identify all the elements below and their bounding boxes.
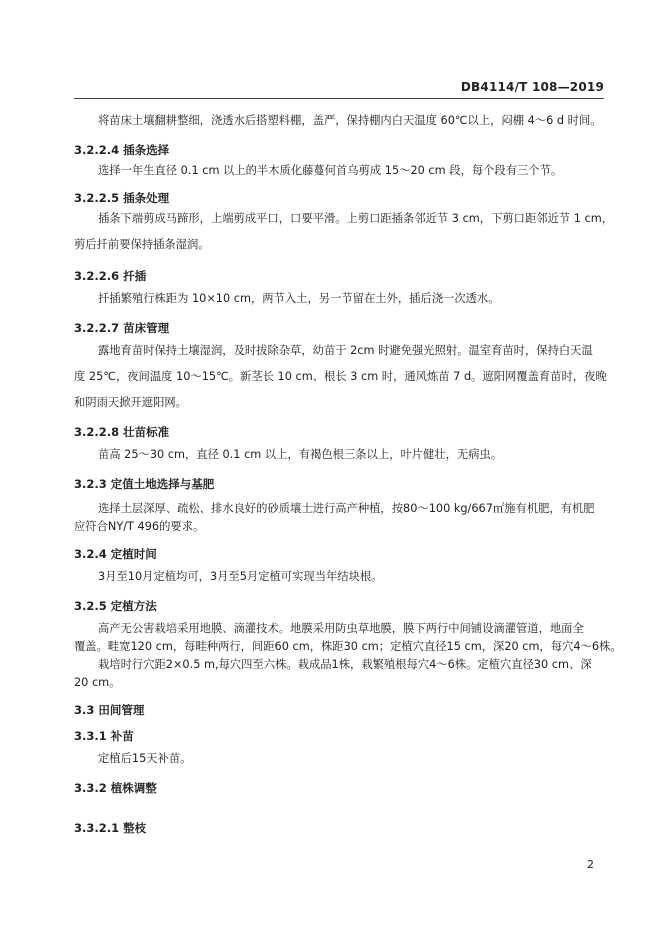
section-heading: 3.2.5 定植方法 (74, 599, 157, 613)
paragraph: 苗高 25～30 cm，直径 0.1 cm 以上，有褐色根三条以上，叶片健壮，无病虫。 (98, 448, 503, 461)
paragraph: 插条下端剪成马蹄形，上端剪成平口，口要平滑。上剪口距插条邻近节 3 cm，下剪口距邻近节 1 cm， (98, 212, 614, 225)
section-heading: 3.2.2.7 苗床管理 (74, 321, 170, 335)
paragraph: 和阴雨天掀开遮阳网。 (74, 396, 187, 409)
paragraph: 剪后扦前要保持插条湿润。 (74, 238, 210, 251)
section-heading: 3.3 田间管理 (74, 703, 145, 717)
paragraph: 露地育苗时保持土壤湿润，及时拔除杂草，幼苗于 2cm 时避免强光照射。温室育苗时，保持白天温 (98, 344, 593, 357)
section-heading: 3.3.2.1 整枝 (74, 821, 147, 835)
paragraph: 选择土层深厚、疏松、排水良好的砂质壤土进行高产种植，按80～100 kg/667㎡施有机肥，有机肥 (98, 502, 595, 515)
paragraph: 度 25℃，夜间温度 10～15℃。新茎长 10 cm、根长 3 cm 时，通风炼苗 7 d。遮阳网覆盖育苗时，夜晚 (74, 370, 607, 383)
paragraph: 扦插繁殖行株距为 10×10 cm，两节入土，另一节留在土外，插后浇一次透水。 (98, 292, 500, 305)
section-heading: 3.2.3 定值土地选择与基肥 (74, 477, 215, 491)
paragraph: 应符合NY/T 496的要求。 (74, 520, 205, 533)
section-heading: 3.2.2.5 插条处理 (74, 191, 170, 205)
section-heading: 3.2.2.4 插条选择 (74, 143, 170, 157)
section-heading: 3.2.2.8 壮苗标准 (74, 425, 170, 439)
section-heading: 3.2.2.6 扦插 (74, 269, 147, 283)
paragraph: 20 cm。 (74, 676, 121, 689)
paragraph: 覆盖。畦宽120 cm，每畦种两行，间距60 cm，株距30 cm；定植穴直径15 cm，深20 cm，每穴4～6株。 (74, 640, 622, 653)
section-heading: 3.3.1 补苗 (74, 729, 134, 743)
document-code: DB4114/T 108—2019 (460, 80, 604, 94)
paragraph: 3月至10月定植均可，3月至5月定植可实现当年结块根。 (98, 570, 383, 583)
paragraph: 选择一年生直径 0.1 cm 以上的半木质化藤蔓何首乌剪成 15～20 cm 段，每个段有三个节。 (98, 164, 563, 177)
section-heading: 3.2.4 定植时间 (74, 547, 157, 561)
header-rule (74, 98, 604, 99)
page-number: 2 (587, 858, 594, 871)
paragraph: 定植后15天补苗。 (98, 752, 192, 765)
paragraph: 高产无公害栽培采用地膜、滴灌技术。地膜采用防虫草地膜，膜下两行中间铺设滴灌管道，地面全 (98, 622, 584, 635)
section-heading: 3.3.2 植株调整 (74, 781, 157, 795)
paragraph: 栽培时行穴距2×0.5 m,每穴四至六株。栽成品1株，栽繁殖根每穴4～6株。定植穴直径30 cm、深 (98, 658, 592, 671)
paragraph: 将苗床土壤翻耕整细，浇透水后搭塑料棚，盖严，保持棚内白天温度 60℃以上，闷棚 4～6 d 时间。 (98, 114, 602, 127)
